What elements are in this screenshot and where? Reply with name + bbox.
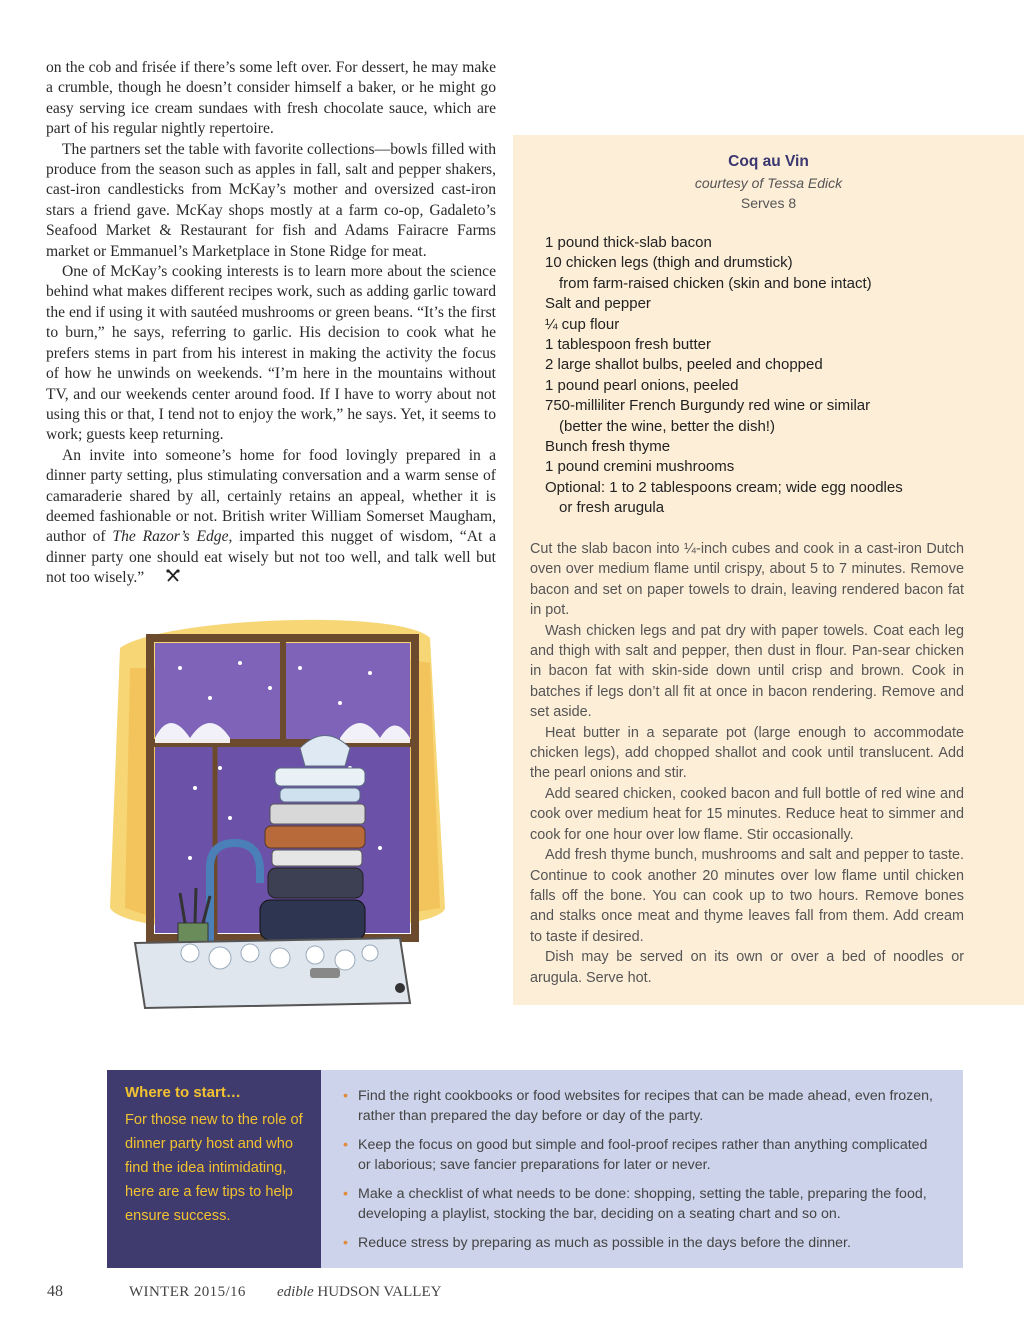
recipe-box [513,135,1024,1005]
ingredient-item: 10 chicken legs (thigh and drumstick) [545,254,793,272]
article-paragraph [46,446,496,590]
tips-heading: Where to start… [125,1084,241,1101]
method-step: Add fresh thyme bunch, mushrooms and salt and pepper to taste. Continue to cook another 20 minutes over low flame until chicken falls off the bone. You can cook up to two hours. Remove bones and stalks once meat and thyme leaves fall from them. Add cream to taste if desired. [530,847,964,945]
tips-box [107,1070,963,1268]
recipe-method [530,539,964,988]
tip-text: Make a checklist of what needs to be done: shopping, setting the table, preparing the food, developing a playlist, stocking the bar, deciding on a seating chart and so on. [358,1186,927,1222]
page-number: 48 [47,1283,63,1300]
recipe-title: Coq au Vin [728,153,809,170]
ingredient-item: (better the wine, better the dish!) [559,417,775,435]
window-dishes-illustration [100,608,460,1028]
article-text: An invite into someone’s home for food lovingly prepared in a dinner party setting, plus stimulating conversation and a warm sense of camaraderie shared by all, certainly retains an appeal, whether it is deemed fashionable or not. British writer William Somerset Maugham, author of [46,446,496,546]
ingredient-item: or fresh arugula [559,499,665,517]
ingredient-item: ¼ cup flour [545,315,620,333]
magazine-name-text: HUDSON VALLEY [313,1284,442,1300]
tip-item [343,1135,943,1175]
ingredient-item: Salt and pepper [545,295,651,313]
ingredient-list [545,233,1005,519]
bullet-icon: • [343,1186,348,1202]
tip-text: Keep the focus on good but simple and fool-proof recipes rather than anything complicated or laborious; save fancier preparations for later or never. [358,1137,928,1173]
issue-season: WINTER 2015/16 [129,1284,246,1300]
bullet-icon: • [343,1088,348,1104]
magazine-name [277,1284,441,1301]
ingredient-item: from farm-raised chicken (skin and bone intact) [559,274,872,292]
method-step: Cut the slab bacon into ¼-inch cubes and cook in a cast-iron Dutch oven over medium flame until crispy, about 5 to 7 minutes. Remove bacon and set on paper towels to drain, leaving rendered bacon fat in pot. [530,541,964,619]
ingredient-item: 1 tablespoon fresh butter [545,336,711,354]
tip-text: Reduce stress by preparing as much as possible in the days before the dinner. [358,1235,851,1251]
article-text: , imparted this nugget of wisdom, “At a dinner party one should eat wisely but not too well, and talk well but not too wisely.” [46,528,496,587]
ingredient-item: 1 pound cremini mushrooms [545,458,735,476]
article-paragraph: The partners set the table with favorite collections—bowls filled with produce from the season such as apples in fall, salt and pepper shakers, cast-iron candlesticks from McKay’s mother and oversized cast-iron stars a friend gave. McKay shops mostly at a farm co-op, Gadaleto’s Seafood Market & Restaurant for fish and Adams Fairacre Farms market or Emmanuel’s Marketplace in Stone Ridge for meat. [46,140,496,260]
tips-sidebar [107,1070,321,1268]
article-body [46,58,496,590]
bullet-icon: • [343,1137,348,1153]
ingredient-item: 750-milliliter French Burgundy red wine or similar [545,397,871,415]
method-step: Add seared chicken, cooked bacon and full bottle of red wine and cook over medium heat for 15 minutes. Reduce heat to simmer and cook for one hour over low flame. Stir occasionally. [530,785,964,843]
bullet-icon: • [343,1235,348,1251]
method-step: Dish may be served on its own or over a bed of noodles or arugula. Serve hot. [530,949,964,986]
ingredient-item: 1 pound pearl onions, peeled [545,376,739,394]
method-step: Wash chicken legs and pat dry with paper towels. Coat each leg and thigh with salt and pepper, then dust in flour. Pan-sear chicken in bacon fat with skin-side down until crisp and brown. Cook in batches if legs don’t all fit at once in bacon rendering. Remove and set aside. [530,622,964,721]
recipe-serves: Serves 8 [740,195,797,211]
book-title: The Razor’s Edge [112,528,229,546]
article-paragraph: on the cob and frisée if there’s some left over. For dessert, he may make a crumble, though he doesn’t consider himself a baker, or he might go easy serving ice cream sundaes with fresh chocolate sauce, which are part of his regular nightly repertoire. [46,59,496,138]
method-step: Heat butter in a separate pot (large enough to accommodate chicken legs), add chopped shallot and cook until translucent. Add the pearl onions and stir. [530,724,964,782]
crossed-utensils-icon [150,569,180,589]
magazine-name-italic: edible [277,1284,314,1300]
tip-item [343,1086,943,1126]
ingredient-item: 1 pound thick-slab bacon [545,234,712,251]
ingredient-item: Optional: 1 to 2 tablespoons cream; wide egg noodles [545,478,903,496]
ingredient-item: Bunch fresh thyme [545,438,671,456]
tip-text: Find the right cookbooks or food websites for recipes that can be made ahead, even frozen, rather than prepared the day before or day of the party. [358,1088,933,1124]
tip-item [343,1233,943,1253]
tip-item [343,1184,943,1224]
article-paragraph: One of McKay’s cooking interests is to learn more about the science behind what makes different recipes work, such as adding garlic toward the end if using it with sautéed mushrooms or green beans. “It’s the first to burn,” he says, referring to garlic. His decision to cook what he prefers stems in part from his interest in making the activity the focus of how he unwinds on weekends. “I’m here in the mountains without TV, and our weekends center around food. If I have to worry about not using this or that, I tend not to enjoy the work,” he says. Yet, it seems to work; guests keep returning. [46,263,496,444]
tips-panel [321,1070,963,1268]
ingredient-item: 2 large shallot bulbs, peeled and chopped [545,356,823,374]
tips-intro: For those new to the role of dinner party host and who find the idea intimidating, here are a few tips to help ensure success. [125,1112,303,1224]
recipe-courtesy: courtesy of Tessa Edick [694,175,843,191]
tips-list [343,1086,943,1262]
